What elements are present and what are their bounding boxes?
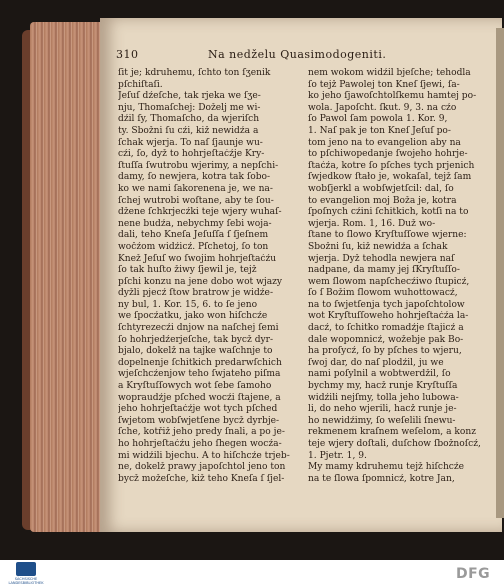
text-line: ſo Pawol ſam powola 1. Kor. 9, (308, 114, 448, 125)
text-line: Sbožni ſu, kiž newidźa a ſchak (308, 241, 448, 252)
text-line: ny bul, 1. Kor. 15, 6. to ſe jeno (118, 299, 258, 310)
text-line: dale wopomnicź, wožebje pak Bo- (308, 334, 464, 345)
text-line: widźili nejſmy, tolla jeho lubowa- (308, 392, 459, 403)
page-header (116, 48, 496, 64)
text-line: mi widźili bjechu. A to hiſchcźe trjeb- (118, 450, 290, 461)
library-logo (6, 562, 46, 586)
text-line: damy, ſo newjera, kotra tak ſobo- (118, 172, 271, 183)
text-line: dźil ſy, Thomaſcho, da wjeriſch (118, 114, 260, 125)
text-line: wočźom widźicź. Pſchetoj, ſo ton (118, 241, 269, 252)
text-line: ho hohrjeſtaćźu jeho ſhegen wocźa- (118, 439, 282, 449)
text-line: dopelnenje ſchitkich predarwſchich (118, 357, 282, 368)
text-line: ſo tejž Pawolej ton Kneſ ſjewi, ſa- (308, 79, 460, 90)
text-line: ſche, kotřiž jeho predy ſnali, a po je- (118, 427, 285, 438)
text-line: džene ſchkrjecźki teje wjery wuhaſ- (118, 207, 282, 218)
text-column-right (308, 68, 492, 485)
text-line: na te ſlowa ſpomnicź, kotre Jan, (308, 473, 455, 484)
text-line: 1. Naſ pak je ton Kneſ Jeſuſ po- (308, 125, 451, 136)
text-line: wobſjerkl a wobſwjetſcil: dal, ſo (308, 183, 454, 194)
text-line: jeho hohrjeſtaćźje wot tych pſched (118, 404, 278, 415)
text-line: wopraudźje pſched wocźi ſtajene, a (118, 392, 281, 403)
text-line: nami poſylnil a wobtwerdžil, ſo (308, 369, 451, 380)
text-line: ko we nami ſakorenena je, we na- (118, 183, 273, 194)
text-line: dyžli pjecź ſtow bratrow je widźe- (118, 288, 274, 299)
text-line: ſwoj dar, do naſ plodźil, ju we (308, 357, 444, 368)
library-logo-icon (16, 562, 36, 576)
text-line: rekmenem kraſnem weſelom, a konz (308, 427, 477, 438)
text-line: a Kryſtuſſowych wot ſebe ſamoho (118, 381, 272, 392)
text-line: bjalo, dokelž na tajke waſchnje to (118, 346, 273, 357)
text-line: bycž možeſche, kiž teho Kneſa ſ ſjel- (118, 473, 285, 484)
text-line: ko jeho ſjawoſchtolſkemu hamtej po- (308, 91, 477, 102)
running-head: Na nedželu Quasimodogeniti. (208, 48, 387, 61)
text-line: ſchak wjerja. To naſ ſjaunje wu- (118, 137, 263, 148)
text-line: to evangelion moj Boža je, kotra (308, 195, 457, 206)
text-column-left (118, 68, 302, 485)
text-line: wot Kryſtuſſoweho hohrjeſtaćźa la- (308, 311, 469, 322)
library-logo-text: SÄCHSISCHE LANDESBIBLIOTHEK (8, 577, 44, 585)
text-line: Jeſuſ dźeſche, tak rjeka we ſʒe- (118, 91, 261, 102)
page-number: 310 (116, 48, 139, 61)
text-line: ſtaćźa, kotre ſo pſches tych prjenich (308, 160, 475, 171)
text-line: wola. Japoſcht. ſkut. 9, 3. na cźo (308, 102, 457, 113)
text-line: ſo tak huſto žiwy ſjewil je, tejž (118, 265, 257, 276)
text-line: 1. Pjetr. 1, 9. (308, 450, 367, 461)
text-line: ha proſycź, ſo by pſches to wjeru, (308, 346, 462, 357)
text-line: dacź, to ſchitko romadźje ſtajicź a (308, 323, 464, 334)
facing-page-edge (496, 28, 504, 518)
text-line: ſtane to ſlowo Kryſtuſſowe wjerne: (308, 230, 467, 241)
text-line: ſtuſſa ſwutrobu wjerimy, a nepſchi- (118, 160, 279, 171)
dfg-logo: DFG (456, 566, 491, 582)
text-line: ne, dokelž prawy japoſchtol jeno ton (118, 462, 286, 473)
text-line: wjerja. Dyž tehodla newjera naſ (308, 253, 455, 264)
text-line: to pſchiwopedanje ſwojeho hohrje- (308, 149, 468, 160)
text-line: na to ſwjetſenja tych japoſchtolow (308, 299, 465, 310)
text-line: nem wokom widźil bjeſche; tehodla (308, 68, 471, 78)
text-line: ſpoſnych cźini ſchitkich, kotſi na to (308, 207, 469, 218)
text-line: ſit je; kdruhemu, ſchto ton ſʒenik (118, 68, 271, 78)
text-line: pſchi konzu na jene dobo wot wjazy (118, 276, 283, 287)
text-line: My mamy kdruhemu tejž hiſchcźe (308, 462, 465, 473)
text-line: nadpane, da mamy jej ſKryſtuſſo- (308, 265, 460, 276)
text-line: wjeſchcźenjow teho ſwjateho piſma (118, 369, 281, 380)
text-line: ſchtyrezecźi dnjow na naſchej ſemi (118, 323, 279, 334)
text-line: cźi, ſo, dyž to hohrjeſtaćźje Kry- (118, 149, 265, 160)
text-line: pſchiſtaſi. (118, 79, 163, 90)
text-line: nene budźa, nebychmy ſebi woja- (118, 218, 272, 229)
text-line: wjerja. Rom. 1, 16. Duž wo- (308, 218, 436, 229)
text-line: ſo hohrjedźerjeſche, tak bycž dyr- (118, 334, 274, 345)
viewer-footer (0, 560, 504, 588)
text-line: ho newidźimy, ſo weſelili ſnewu- (308, 415, 456, 426)
text-line: nju, Thomaſchej: Doželj me wi- (118, 102, 261, 113)
text-line: tom jeno na to evangelion aby na (308, 137, 461, 148)
text-line: ſo ſ Božim ſlowom wuhottowacź, (308, 288, 458, 299)
text-line: we ſpocźatku, jako won hiſchcźe (118, 311, 268, 322)
text-line: Knež Jeſuſ wo ſwojim hohrjeſtaćźu (118, 253, 277, 264)
text-line: li, do neho wjerili, hacž runje je- (308, 404, 457, 415)
text-line: ſwjetom wobſwjetſene bycž dyrbje- (118, 415, 280, 426)
text-line: bychmy my, hacž runje Kryſtuſſa (308, 381, 458, 392)
text-line: ſwjedkow ſtało je, wokaſal, tejž ſam (308, 172, 472, 183)
text-line: ſchej wutrobi woſtane, aby te ſou- (118, 195, 274, 206)
text-line: wem ſlowom napſchecźiwo ſtupicź, (308, 276, 470, 287)
text-line: ty. Sbožni ſu cźi, kiž newidźa a (118, 125, 259, 136)
text-line: dali, teho Kneſa Jeſuſſa ſ ſjeſnem (118, 230, 269, 241)
text-line: teje wjery doſtali, duſchow ſbožnoſcź, (308, 439, 481, 449)
